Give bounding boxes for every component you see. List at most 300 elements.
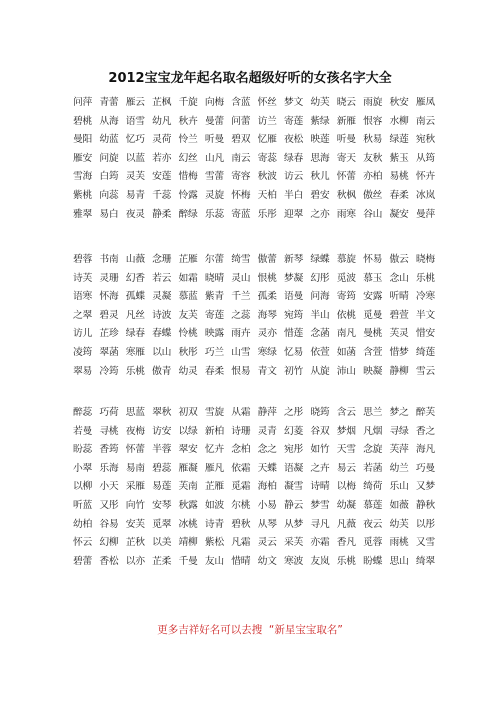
name-item: 新雁 [336, 115, 356, 127]
name-item: 碧秋 [231, 518, 251, 530]
name-item: 问旋 [99, 152, 119, 164]
name-item: 芷枫 [152, 97, 172, 108]
name-item: 易云 [336, 462, 356, 474]
name-item: 念柏 [231, 444, 251, 456]
name-item: 梦凝 [284, 272, 303, 284]
name-item: 如薇 [389, 499, 409, 511]
name-item: 怀梅 [231, 189, 251, 201]
name-item: 易桃 [389, 171, 409, 183]
name-item: 慕玉 [363, 272, 383, 284]
name-item: 雨桃 [389, 537, 409, 549]
name-item: 夜云 [363, 518, 383, 530]
name-item: 孤蝶 [125, 291, 145, 303]
name-item: 访儿 [73, 328, 92, 340]
name-item: 凝雪 [284, 481, 303, 493]
name-item: 依萱 [310, 346, 330, 358]
name-item: 诗芙 [73, 272, 92, 284]
name-item: 之亦 [310, 208, 330, 220]
name-item: 寄蕊 [257, 152, 277, 164]
name-item: 凝安 [389, 208, 409, 220]
name-item: 觅曼 [363, 309, 383, 321]
name-item: 语雪 [125, 115, 145, 127]
name-item: 寻绿 [389, 425, 409, 437]
name-item: 翠易 [73, 365, 92, 377]
name-item: 之蕊 [231, 309, 251, 321]
name-item: 香之 [415, 425, 435, 437]
name-item: 曼阳 [73, 134, 92, 146]
name-item: 山雪 [231, 346, 251, 358]
name-item: 翠菡 [99, 346, 119, 358]
name-item: 觅蓉 [363, 537, 383, 549]
name-row [73, 404, 435, 423]
name-item: 绿春 [284, 152, 303, 164]
name-section [73, 404, 435, 571]
name-item: 乐桃 [415, 272, 435, 284]
name-item: 冰桃 [178, 518, 198, 530]
name-item: 惜莲 [284, 328, 303, 340]
name-item: 恨容 [363, 115, 383, 127]
name-row [73, 206, 435, 225]
name-item: 迎翠 [284, 208, 303, 220]
name-item: 芷柔 [152, 555, 172, 567]
name-item: 傲云 [389, 254, 409, 265]
name-item: 傲丝 [363, 189, 383, 201]
name-item: 幻菱 [284, 425, 303, 437]
name-item: 语凝 [284, 462, 303, 474]
name-item: 之彤 [284, 407, 303, 418]
name-item: 千旋 [178, 97, 198, 108]
name-item: 听曼 [336, 134, 356, 146]
name-item: 念山 [389, 272, 409, 284]
name-item: 若菡 [363, 462, 383, 474]
name-item: 安露 [363, 291, 383, 303]
name-item: 天雪 [336, 444, 356, 456]
name-item: 从筠 [415, 152, 435, 164]
name-item: 海凡 [415, 444, 435, 456]
name-item: 听蓝 [73, 499, 92, 511]
name-item: 沛山 [336, 365, 356, 377]
name-item: 乐蕊 [204, 208, 224, 220]
name-row [73, 113, 435, 132]
name-item: 雨寒 [336, 208, 356, 220]
name-item: 怀蕾 [336, 171, 356, 183]
name-item: 傲蕾 [257, 254, 277, 265]
name-item: 幻柳 [99, 537, 119, 549]
name-item: 宛彤 [284, 444, 303, 456]
name-item: 寒雁 [125, 346, 145, 358]
name-item: 紫玉 [389, 152, 409, 164]
name-item: 以蓝 [125, 152, 145, 164]
name-item: 寄筠 [336, 291, 356, 303]
name-item: 灵青 [257, 425, 277, 437]
name-item: 灵山 [231, 272, 251, 284]
name-item: 小天 [99, 481, 119, 493]
name-item: 语寒 [73, 291, 92, 303]
name-item: 从旋 [310, 365, 330, 377]
name-item: 易莲 [152, 481, 172, 493]
name-item: 南凡 [336, 328, 356, 340]
name-item: 秋安 [389, 97, 409, 108]
name-item: 芷雁 [204, 481, 224, 493]
name-item: 碧灵 [99, 309, 119, 321]
name-item: 小易 [257, 499, 277, 511]
name-item: 问海 [310, 291, 330, 303]
name-item: 映莲 [310, 134, 330, 146]
name-item: 半蓉 [152, 444, 172, 456]
name-item: 语曼 [284, 291, 303, 303]
name-row [73, 478, 435, 497]
name-item: 凡薇 [336, 518, 356, 530]
name-item: 晓梅 [415, 254, 435, 265]
name-item: 思蓝 [125, 407, 145, 418]
name-item: 冰岚 [415, 189, 435, 201]
name-item: 翠秋 [152, 407, 172, 418]
name-item: 映露 [204, 328, 224, 340]
name-item: 怜桃 [178, 328, 198, 340]
name-item: 幻香 [125, 272, 145, 284]
name-item: 绮莲 [415, 346, 435, 358]
name-item: 之卉 [310, 462, 330, 474]
name-item: 水柳 [389, 115, 409, 127]
name-item: 若亦 [152, 152, 172, 164]
name-item: 幼芙 [310, 97, 330, 108]
name-item: 怀蕾 [125, 444, 145, 456]
name-item: 夜松 [284, 134, 303, 146]
name-item: 如竹 [310, 444, 330, 456]
name-item: 以亦 [125, 555, 145, 567]
name-item: 慕蓝 [178, 291, 198, 303]
name-item: 寄容 [231, 171, 251, 183]
name-item: 亦霜 [310, 537, 330, 549]
name-item: 夜梅 [125, 425, 145, 437]
name-item: 思山 [389, 555, 409, 567]
name-item: 青文 [257, 365, 277, 377]
name-item: 绮翠 [415, 555, 435, 567]
name-item: 芷雁 [178, 254, 198, 265]
name-item: 碧萱 [389, 309, 409, 321]
name-item: 醉蕊 [73, 407, 92, 418]
name-item: 寻桃 [99, 425, 119, 437]
name-item: 采芙 [284, 537, 303, 549]
name-row [73, 150, 435, 169]
name-item: 幼灵 [178, 365, 198, 377]
name-item: 慕莲 [363, 499, 383, 511]
name-item: 从琴 [257, 518, 277, 530]
name-item: 宛筠 [284, 309, 303, 321]
name-item: 梦文 [284, 97, 303, 108]
name-item: 幼柏 [73, 518, 92, 530]
name-item: 冷寒 [415, 291, 435, 303]
name-item: 友岚 [310, 555, 330, 567]
name-item: 紫桃 [73, 189, 92, 201]
name-item: 念菡 [310, 328, 330, 340]
name-item: 梦之 [389, 407, 409, 418]
name-item: 灵云 [257, 537, 277, 549]
name-item: 灵凝 [152, 291, 172, 303]
name-item: 山薇 [125, 254, 145, 265]
name-item: 访安 [152, 425, 172, 437]
name-item: 依霜 [231, 462, 251, 474]
name-item: 诗珊 [231, 425, 251, 437]
name-item: 映凝 [363, 365, 383, 377]
name-item: 雁安 [73, 152, 92, 164]
name-item: 雪云 [415, 365, 435, 377]
name-row [73, 516, 435, 535]
name-item: 思兰 [363, 407, 383, 418]
name-item: 芷秋 [125, 537, 145, 549]
name-item: 幼芙 [389, 518, 409, 530]
name-item: 如菡 [336, 346, 356, 358]
name-item: 新琴 [284, 254, 303, 265]
name-item: 觅翠 [152, 518, 172, 530]
name-item: 灵荷 [152, 134, 172, 146]
name-item: 千曼 [178, 555, 198, 567]
name-item: 惜梦 [389, 346, 409, 358]
name-row [73, 497, 435, 516]
name-item: 碧桃 [73, 115, 92, 127]
name-item: 灵珊 [99, 272, 119, 284]
name-row [73, 307, 435, 326]
name-row [73, 423, 435, 442]
name-row [73, 553, 435, 572]
name-item: 怀云 [73, 537, 92, 549]
name-item: 惜安 [415, 328, 435, 340]
name-item: 灵亦 [257, 328, 277, 340]
name-item: 秋卉 [178, 115, 198, 127]
name-item: 寄蓝 [231, 208, 251, 220]
name-item: 天蝶 [257, 462, 277, 474]
name-item: 雅翠 [73, 208, 92, 220]
name-item: 春柔 [204, 365, 224, 377]
name-row [73, 270, 435, 289]
name-item: 芷珍 [99, 328, 119, 340]
name-item: 晓筠 [310, 407, 330, 418]
name-item: 夜灵 [125, 208, 145, 220]
name-item: 秋枫 [336, 189, 356, 201]
name-item: 忆易 [284, 346, 303, 358]
name-item: 雁凡 [204, 462, 224, 474]
name-item: 怀海 [99, 291, 119, 303]
name-item: 恨桃 [257, 272, 277, 284]
name-item: 静柳 [389, 365, 409, 377]
name-item: 念旋 [363, 444, 383, 456]
name-item: 芙灵 [389, 328, 409, 340]
name-item: 安莲 [152, 171, 172, 183]
name-item: 小翠 [73, 462, 92, 474]
name-item: 含萱 [363, 346, 383, 358]
name-item: 念之 [257, 444, 277, 456]
name-item: 秋易 [363, 134, 383, 146]
name-item: 幻丝 [178, 152, 198, 164]
name-item: 问萍 [73, 97, 92, 108]
name-item: 忆巧 [125, 134, 145, 146]
name-item: 觅波 [336, 272, 356, 284]
name-item: 谷山 [363, 208, 383, 220]
name-item: 宛秋 [415, 134, 435, 146]
name-item: 绿春 [125, 328, 145, 340]
name-item: 醉绿 [178, 208, 198, 220]
name-row [73, 441, 435, 460]
name-item: 梦雪 [310, 499, 330, 511]
name-item: 怜露 [178, 189, 198, 201]
name-item: 易南 [125, 462, 145, 474]
name-item: 易青 [125, 189, 145, 201]
name-item: 秋彤 [178, 346, 198, 358]
name-item: 半白 [284, 189, 303, 201]
name-item: 以绿 [178, 425, 198, 437]
name-item: 千蕊 [152, 189, 172, 201]
name-item: 香凡 [336, 537, 356, 549]
name-item: 寒波 [284, 555, 303, 567]
name-item: 含蓝 [231, 97, 251, 108]
name-item: 向梅 [204, 97, 224, 108]
name-item: 冷筠 [99, 365, 119, 377]
name-item: 乐海 [99, 462, 119, 474]
name-item: 尔桃 [231, 499, 251, 511]
name-item: 雨旋 [363, 97, 383, 108]
name-item: 巧兰 [204, 346, 224, 358]
name-item: 碧双 [231, 134, 251, 146]
name-item: 以美 [152, 537, 172, 549]
name-item: 寄莲 [284, 115, 303, 127]
name-item: 紫松 [204, 537, 224, 549]
name-item: 曼萍 [415, 208, 435, 220]
name-item: 尔蕾 [204, 254, 224, 265]
name-item: 惜晴 [231, 555, 251, 567]
name-item: 从霜 [231, 407, 251, 418]
name-item: 碧蕾 [73, 555, 92, 567]
name-row [73, 288, 435, 307]
name-item: 静云 [284, 499, 303, 511]
name-item: 友秋 [363, 152, 383, 164]
name-item: 初竹 [284, 365, 303, 377]
name-row [73, 460, 435, 479]
name-item: 谷易 [99, 518, 119, 530]
name-item: 向竹 [125, 499, 145, 511]
name-item: 雪海 [73, 171, 92, 183]
name-item: 幼凡 [152, 115, 172, 127]
name-item: 凌筠 [73, 346, 92, 358]
name-row [73, 168, 435, 187]
name-item: 白筠 [99, 171, 119, 183]
name-item: 访云 [284, 171, 303, 183]
name-item: 巧曼 [415, 462, 435, 474]
name-item: 安琴 [152, 499, 172, 511]
name-item: 千兰 [231, 291, 251, 303]
name-item: 香筠 [99, 444, 119, 456]
name-row [73, 94, 435, 113]
name-item: 含云 [336, 407, 356, 418]
name-item: 南云 [415, 115, 435, 127]
name-item: 静萍 [257, 407, 277, 418]
name-item: 向蕊 [99, 189, 119, 201]
name-item: 之翠 [73, 309, 92, 321]
name-item: 雪旋 [204, 407, 224, 418]
name-item: 易白 [99, 208, 119, 220]
name-row [73, 131, 435, 150]
name-item: 秋儿 [310, 171, 330, 183]
name-item: 如霜 [178, 272, 198, 284]
name-item: 新柏 [204, 425, 224, 437]
name-item: 雨卉 [231, 328, 251, 340]
name-item: 海柏 [257, 481, 277, 493]
name-section [73, 251, 435, 381]
name-item: 乐桃 [336, 555, 356, 567]
name-item: 听晴 [389, 291, 409, 303]
name-item: 访兰 [257, 115, 277, 127]
name-item: 曼桃 [363, 328, 383, 340]
name-item: 寻凡 [310, 518, 330, 530]
name-item: 春蝶 [152, 328, 172, 340]
name-item: 又梦 [415, 481, 435, 493]
name-item: 书南 [99, 254, 119, 265]
name-item: 盼蝶 [363, 555, 383, 567]
name-item: 雁凝 [178, 462, 198, 474]
name-item: 雪蕾 [204, 171, 224, 183]
name-item: 秋波 [257, 171, 277, 183]
name-item: 念珊 [152, 254, 172, 265]
name-item: 靖柳 [178, 537, 198, 549]
name-item: 友山 [204, 555, 224, 567]
name-item: 凡霜 [231, 537, 251, 549]
name-item: 紫绿 [310, 115, 330, 127]
name-item: 如波 [204, 499, 224, 511]
name-item: 芙萍 [389, 444, 409, 456]
footer-link-text[interactable]: 更多吉祥好名可以去搜 “新星宝宝取名” [157, 624, 343, 636]
name-item: 碧安 [310, 189, 330, 201]
name-item: 雁云 [125, 97, 145, 108]
name-item: 香松 [99, 555, 119, 567]
name-item: 盼蕊 [73, 444, 92, 456]
name-item: 忆雁 [257, 134, 277, 146]
name-item: 亦柏 [363, 171, 383, 183]
name-item: 幼兰 [389, 462, 409, 474]
name-item: 思海 [310, 152, 330, 164]
name-item: 芙南 [178, 481, 198, 493]
name-item: 凡丝 [125, 309, 145, 321]
name-item: 听曼 [204, 134, 224, 146]
name-item: 惜梅 [178, 171, 198, 183]
name-item: 怀易 [363, 254, 383, 265]
name-item: 乐山 [389, 481, 409, 493]
name-row [73, 187, 435, 206]
name-item: 山凡 [204, 152, 224, 164]
name-item: 忆卉 [204, 444, 224, 456]
name-item: 傲青 [152, 365, 172, 377]
name-item: 紫青 [204, 291, 224, 303]
name-row [73, 363, 435, 382]
name-item: 静秋 [415, 499, 435, 511]
name-item: 秋露 [178, 499, 198, 511]
name-item: 以彤 [415, 518, 435, 530]
name-item: 寄天 [336, 152, 356, 164]
name-item: 巧荷 [99, 407, 119, 418]
name-item: 诗青 [204, 518, 224, 530]
name-item: 以梅 [336, 481, 356, 493]
name-item: 怀丝 [257, 97, 277, 108]
name-item: 雁凤 [415, 97, 435, 108]
name-row [73, 251, 435, 270]
name-item: 翠安 [178, 444, 198, 456]
name-item: 醉芙 [415, 407, 435, 418]
name-row [73, 344, 435, 363]
name-item: 幼凝 [336, 499, 356, 511]
name-item: 采雁 [125, 481, 145, 493]
name-item: 晓晴 [204, 272, 224, 284]
name-item: 寄莲 [204, 309, 224, 321]
name-item: 以柳 [73, 481, 92, 493]
name-item: 觅霜 [231, 481, 251, 493]
